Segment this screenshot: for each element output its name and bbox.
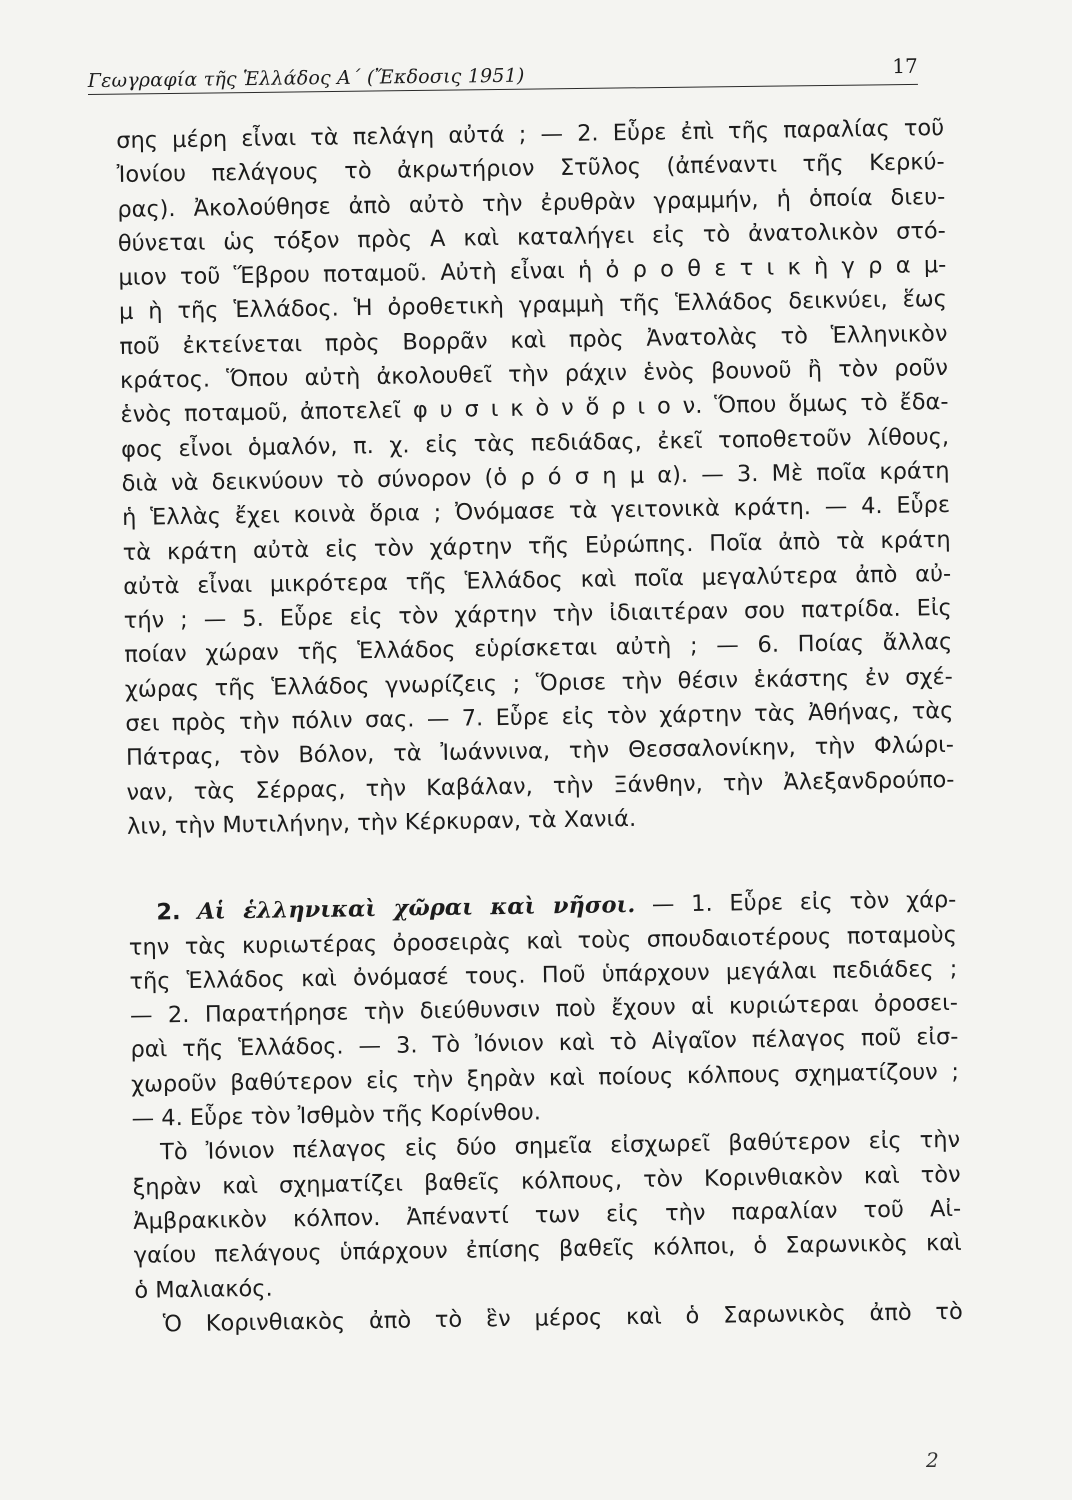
text-line: ποῦ ἐκτείνεται πρὸς Βορρᾶν καὶ πρὸς Ἀνατολὰς τὸ Ἑλληνικὸν — [119, 320, 948, 360]
exercise-paragraph — [116, 111, 955, 844]
text-line: ρας). Ἀκολούθησε ἀπὸ αὐτὸ τὴν ἐρυθρὰν γραμμήν, ἡ ὁποία διευ- — [117, 183, 946, 223]
section-number: 2. — [156, 899, 181, 926]
text-line: Ἀμβρακικὸν κόλπον. Ἀπέναντί των εἰς τὴν παραλίαν τοῦ Αἰ- — [133, 1195, 962, 1235]
text-line: θύνεται ὡς τόξον πρὸς Α καὶ καταλήγει εἰς τὸ ἀνατολικὸν στό- — [117, 217, 946, 257]
text-line: τὰ κράτη αὐτὰ εἰς τὸν χάρτην τῆς Εὐρώπης. Ποῖα ἀπὸ τὰ κράτη — [122, 526, 951, 566]
text-line: ἑνὸς ποταμοῦ, ἀποτελεῖ φ υ σ ι κ ὸ ν ὅ ρ ι ο ν. Ὅπου ὅμως τὸ ἔδα- — [120, 389, 949, 429]
text-line: Τὸ Ἰόνιον πέλαγος εἰς δύο σημεῖα εἰσχωρεῖ βαθύτερον εἰς τὴν — [159, 1127, 961, 1166]
page-number: 17 — [892, 53, 918, 79]
text-line: τήν ; — 5. Εὗρε εἰς τὸν χάρτην τὴν ἰδιαιτέραν σου πατρίδα. Εἰς — [123, 595, 952, 635]
text-line: ὁ Μαλιακός. — [134, 1275, 273, 1304]
text-line: γαίου πελάγους ὑπάρχουν ἐπίσης βαθεῖς κόλποι, ὁ Σαρωνικὸς καὶ — [133, 1230, 962, 1270]
text-line: σει πρὸς τὴν πόλιν σας. — 7. Εὗρε εἰς τὸν χάρτην τὰς Ἀθήνας, τὰς — [125, 697, 954, 737]
text-line: χωροῦν βαθύτερον εἰς τὴν ξηρὰν καὶ ποίους κόλπους σχηματίζουν ; — [130, 1058, 960, 1098]
text-line: ποίαν χώραν τῆς Ἑλλάδος εὑρίσκεται αὐτὴ ; — 6. Ποίας ἄλλας — [124, 629, 953, 669]
text-line: μιον τοῦ Ἕβρου ποταμοῦ. Αὐτὴ εἶναι ἡ ὀ ρ ο θ ε τ ι κ ὴ γ ρ α μ- — [118, 252, 947, 292]
text-line: διὰ νὰ δεικνύουν τὸ σύνορον (ὁ ρ ό σ η μ α). — 3. Μὲ ποῖα κράτη — [121, 457, 950, 497]
text-line: ἡ Ἑλλὰς ἔχει κοινὰ ὅρια ; Ὀνόμασε τὰ γειτονικὰ κράτη. — 4. Εὗρε — [121, 492, 951, 532]
text-line: κράτος. Ὅπου αὐτὴ ἀκολουθεῖ τὴν ράχιν ἑνὸς βουνοῦ ἢ τὸν ροῦν — [119, 355, 949, 395]
body-paragraph — [132, 1123, 963, 1307]
text-line: μ ὴ τῆς Ἑλλάδος. Ἡ ὀροθετικὴ γραμμὴ τῆς Ἑλλάδος δεικνύει, ἕως — [118, 286, 948, 326]
text-line: ξηρὰν καὶ σχηματίζει βαθεῖς κόλπους, τὸν Κορινθιακὸν καὶ τὸν — [132, 1161, 961, 1201]
text-line: λιν, τὴν Μυτιλήνην, τὴν Κέρκυραν, τὰ Χανιά. — [126, 805, 637, 840]
section-2 — [128, 883, 960, 1136]
signature-mark: 2 — [926, 1448, 939, 1472]
text-line: σης μέρη εἶναι τὰ πελάγη αὐτά ; — 2. Εὗρε ἐπὶ τῆς παραλίας τοῦ — [116, 114, 945, 154]
text-line: τῆς Ἑλλάδος καὶ ὀνόμασέ τους. Ποῦ ὑπάρχουν μεγάλαι πεδιάδες ; — [129, 955, 958, 995]
text-line: — 4. Εὗρε τὸν Ἰσθμὸν τῆς Κορίνθου. — [131, 1099, 542, 1132]
text-line: αὐτὰ εἶναι μικρότερα τῆς Ἑλλάδος καὶ ποῖα μεγαλύτερα ἀπὸ αὐ- — [123, 560, 952, 600]
section-title: Αἱ ἑλληνικαὶ χῶραι καὶ νῆσοι. — [197, 892, 636, 926]
text-line: την τὰς κυριωτέρας ὀροσειρὰς καὶ τοὺς σπουδαιοτέρους ποταμοὺς — [128, 921, 958, 961]
running-header — [88, 54, 918, 95]
text-line: Πάτρας, τὸν Βόλον, τὰ Ἰωάννινα, τὴν Θεσσαλονίκην, τὴν Φλώρι- — [125, 732, 955, 772]
running-title: Γεωγραφία τῆς Ἑλλάδος Α΄ (Ἔκδοσις 1951) — [87, 64, 525, 93]
section-first-line: — 1. Εὗρε εἰς τὸν χάρ- — [651, 887, 957, 918]
text-line: Ὁ Κορινθιακὸς ἀπὸ τὸ ἓν μέρος καὶ ὁ Σαρωνικὸς ἀπὸ τὸ — [162, 1298, 963, 1338]
text-line: ραὶ τῆς Ἑλλάδος. — 3. Τὸ Ἰόνιον καὶ τὸ Αἰγαῖον πέλαγος ποῦ εἰσ- — [130, 1024, 959, 1064]
text-line: Ἰονίου πελάγους τὸ ἀκρωτήριον Στῦλος (ἀπέναντι τῆς Κερκύ- — [116, 149, 945, 189]
text-line: χώρας τῆς Ἑλλάδος γνωρίζεις ; Ὅρισε τὴν θέσιν ἑκάστης ἐν σχέ- — [124, 663, 953, 703]
text-line: ναν, τὰς Σέρρας, τὴν Καβάλαν, τὴν Ξάνθην, τὴν Ἀλεξανδρούπο- — [126, 766, 955, 806]
body-text — [116, 111, 963, 1342]
text-line: — 2. Παρατήρησε τὴν διεύθυνσιν ποὺ ἔχουν αἱ κυριώτεραι ὀροσει- — [129, 990, 959, 1030]
text-line: φος εἶνοι ὁμαλόν, π. χ. εἰς τὰς πεδιάδας, ἐκεῖ τοποθετοῦν λίθους, — [120, 423, 950, 463]
